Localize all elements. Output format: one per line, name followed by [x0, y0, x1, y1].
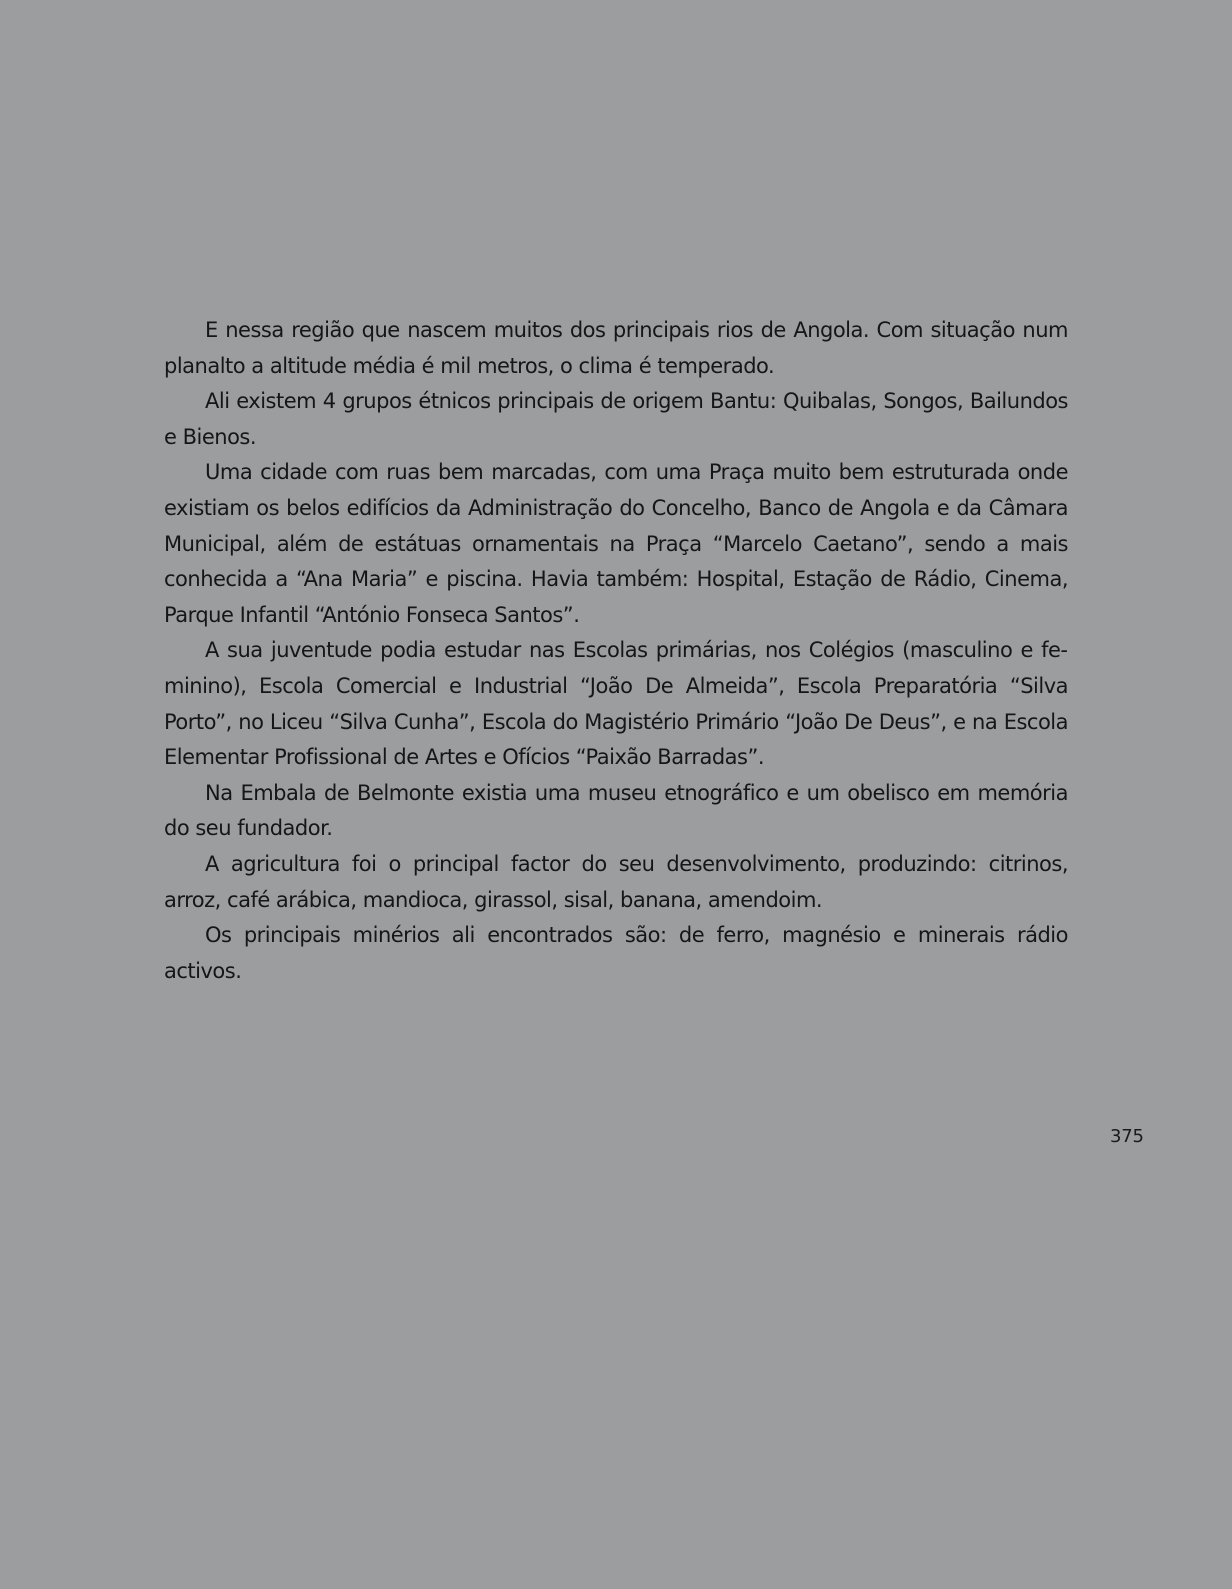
paragraph-education: A sua juventude podia estudar nas Escolas primárias, nos Colégios (masculino e feminino), Escola Comercial e Industrial “João De Almeida”, Escola Preparatória “Silva Porto”, no Liceu “Silva Cunha”, Escola do Magistério Primário “João De Deus”, e na Escola Elementar Profissional de Artes e Ofícios “Paixão Barradas”. — [164, 638, 1068, 770]
paragraph-city-description: Uma cidade com ruas bem marcadas, com uma Praça muito bem estruturada onde existiam os belos edifícios da Administração do Concelho, Banco de Angola e da Câmara Municipal, além de estátuas ornamentais na Praça “Marcelo Caetano”, sendo a mais conhecida a “Ana Maria” e piscina. Havia também: Hospital, Estação de Rádio, Cinema, Parque Infantil “António Fonseca Santos”. — [164, 460, 1068, 627]
page-number: 375 — [1110, 1126, 1144, 1147]
paragraph-rivers-climate: E nessa região que nascem muitos dos principais rios de Angola. Com situação num planalto a altitude média é mil metros, o clima é temperado. — [164, 318, 1068, 378]
body-text — [164, 313, 1068, 989]
paragraph-minerals: Os principais minérios ali encontrados são: de ferro, magnésio e minerais rádio activos. — [164, 923, 1068, 983]
paragraph-ethnic-groups: Ali existem 4 grupos étnicos principais de origem Bantu: Quibalas, Songos, Bailundos e Bienos. — [164, 389, 1068, 449]
paragraph-museum: Na Embala de Belmonte existia uma museu etnográfico e um obelisco em memória do seu fundador. — [164, 780, 1068, 841]
paragraph-agriculture: A agricultura foi o principal factor do seu desenvolvimento, produzindo: citrinos, arroz, café arábica, mandioca, girassol, sisal, banana, amendoim. — [164, 851, 1068, 912]
